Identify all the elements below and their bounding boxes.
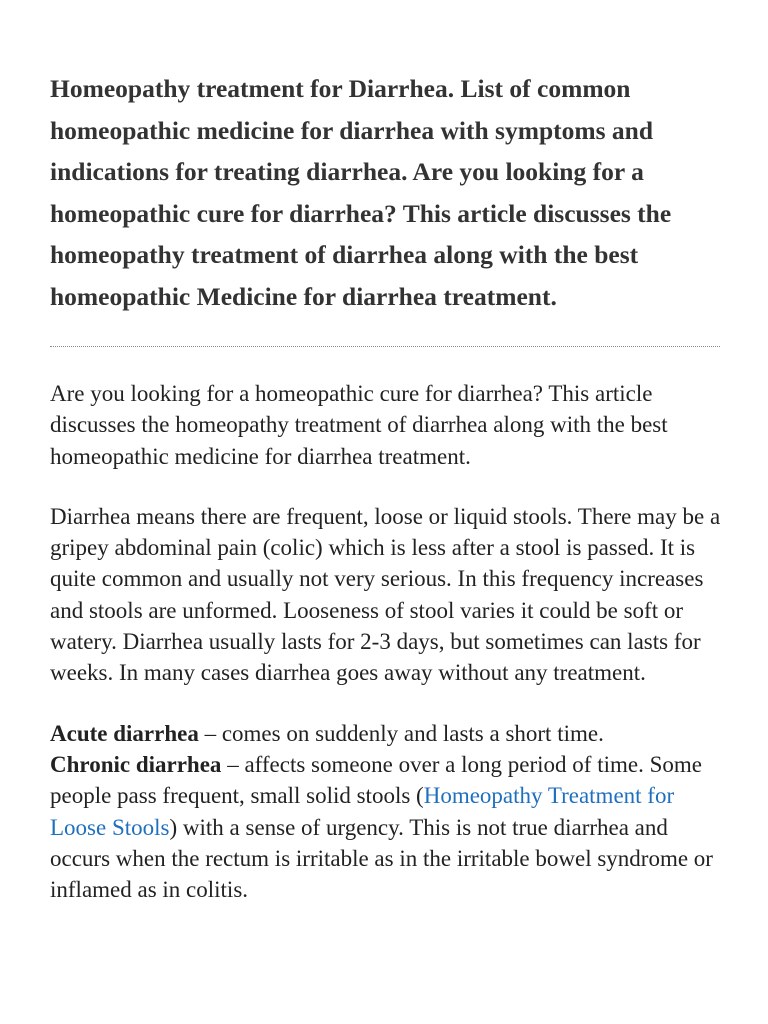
definition-paragraph: Diarrhea means there are frequent, loose or liquid stools. There may be a gripey abdominal pain (colic) which is less after a stool is passed. It is quite common and usually not very serious. In this frequency increases and stools are unformed. Looseness of stool varies it could be soft or watery. Diarrhea usually lasts for 2-3 days, but sometimes can lasts for weeks. In many cases diarrhea goes away without any treatment. [50,503,721,686]
acute-diarrhea-term: Acute diarrhea [50,720,199,746]
intro-paragraph: Are you looking for a homeopathic cure for diarrhea? This article discusses the homeopathy treatment of diarrhea along with the best homeopathic medicine for diarrhea treatment. [50,381,668,469]
acute-diarrhea-description: – comes on suddenly and lasts a short time. [198,720,604,746]
chronic-diarrhea-term: Chronic diarrhea [50,751,222,777]
types-paragraph [50,718,722,906]
loose-stools-link[interactable]: Homeopathy Treatment for Loose Stools [50,783,675,840]
article-intro-heading: Homeopathy treatment for Diarrhea. List of common homeopathic medicine for diarrhea with symptoms and indications for treating diarrhea. Are you looking for a homeopathic cure for diarrhea? This article discusses the homeopathy treatment of diarrhea along with the best homeopathic Medicine for diarrhea treatment. [50,74,672,311]
dotted-divider [50,346,720,347]
chronic-diarrhea-description: – affects someone over a long period of time. Some people pass frequent, small solid stools ( [50,751,702,809]
urgency-description: ) with a sense of urgency. This is not true diarrhea and occurs when the rectum is irritable as in the irritable bowel syndrome or inflamed as in colitis. [50,814,713,903]
article-page [50,68,722,905]
